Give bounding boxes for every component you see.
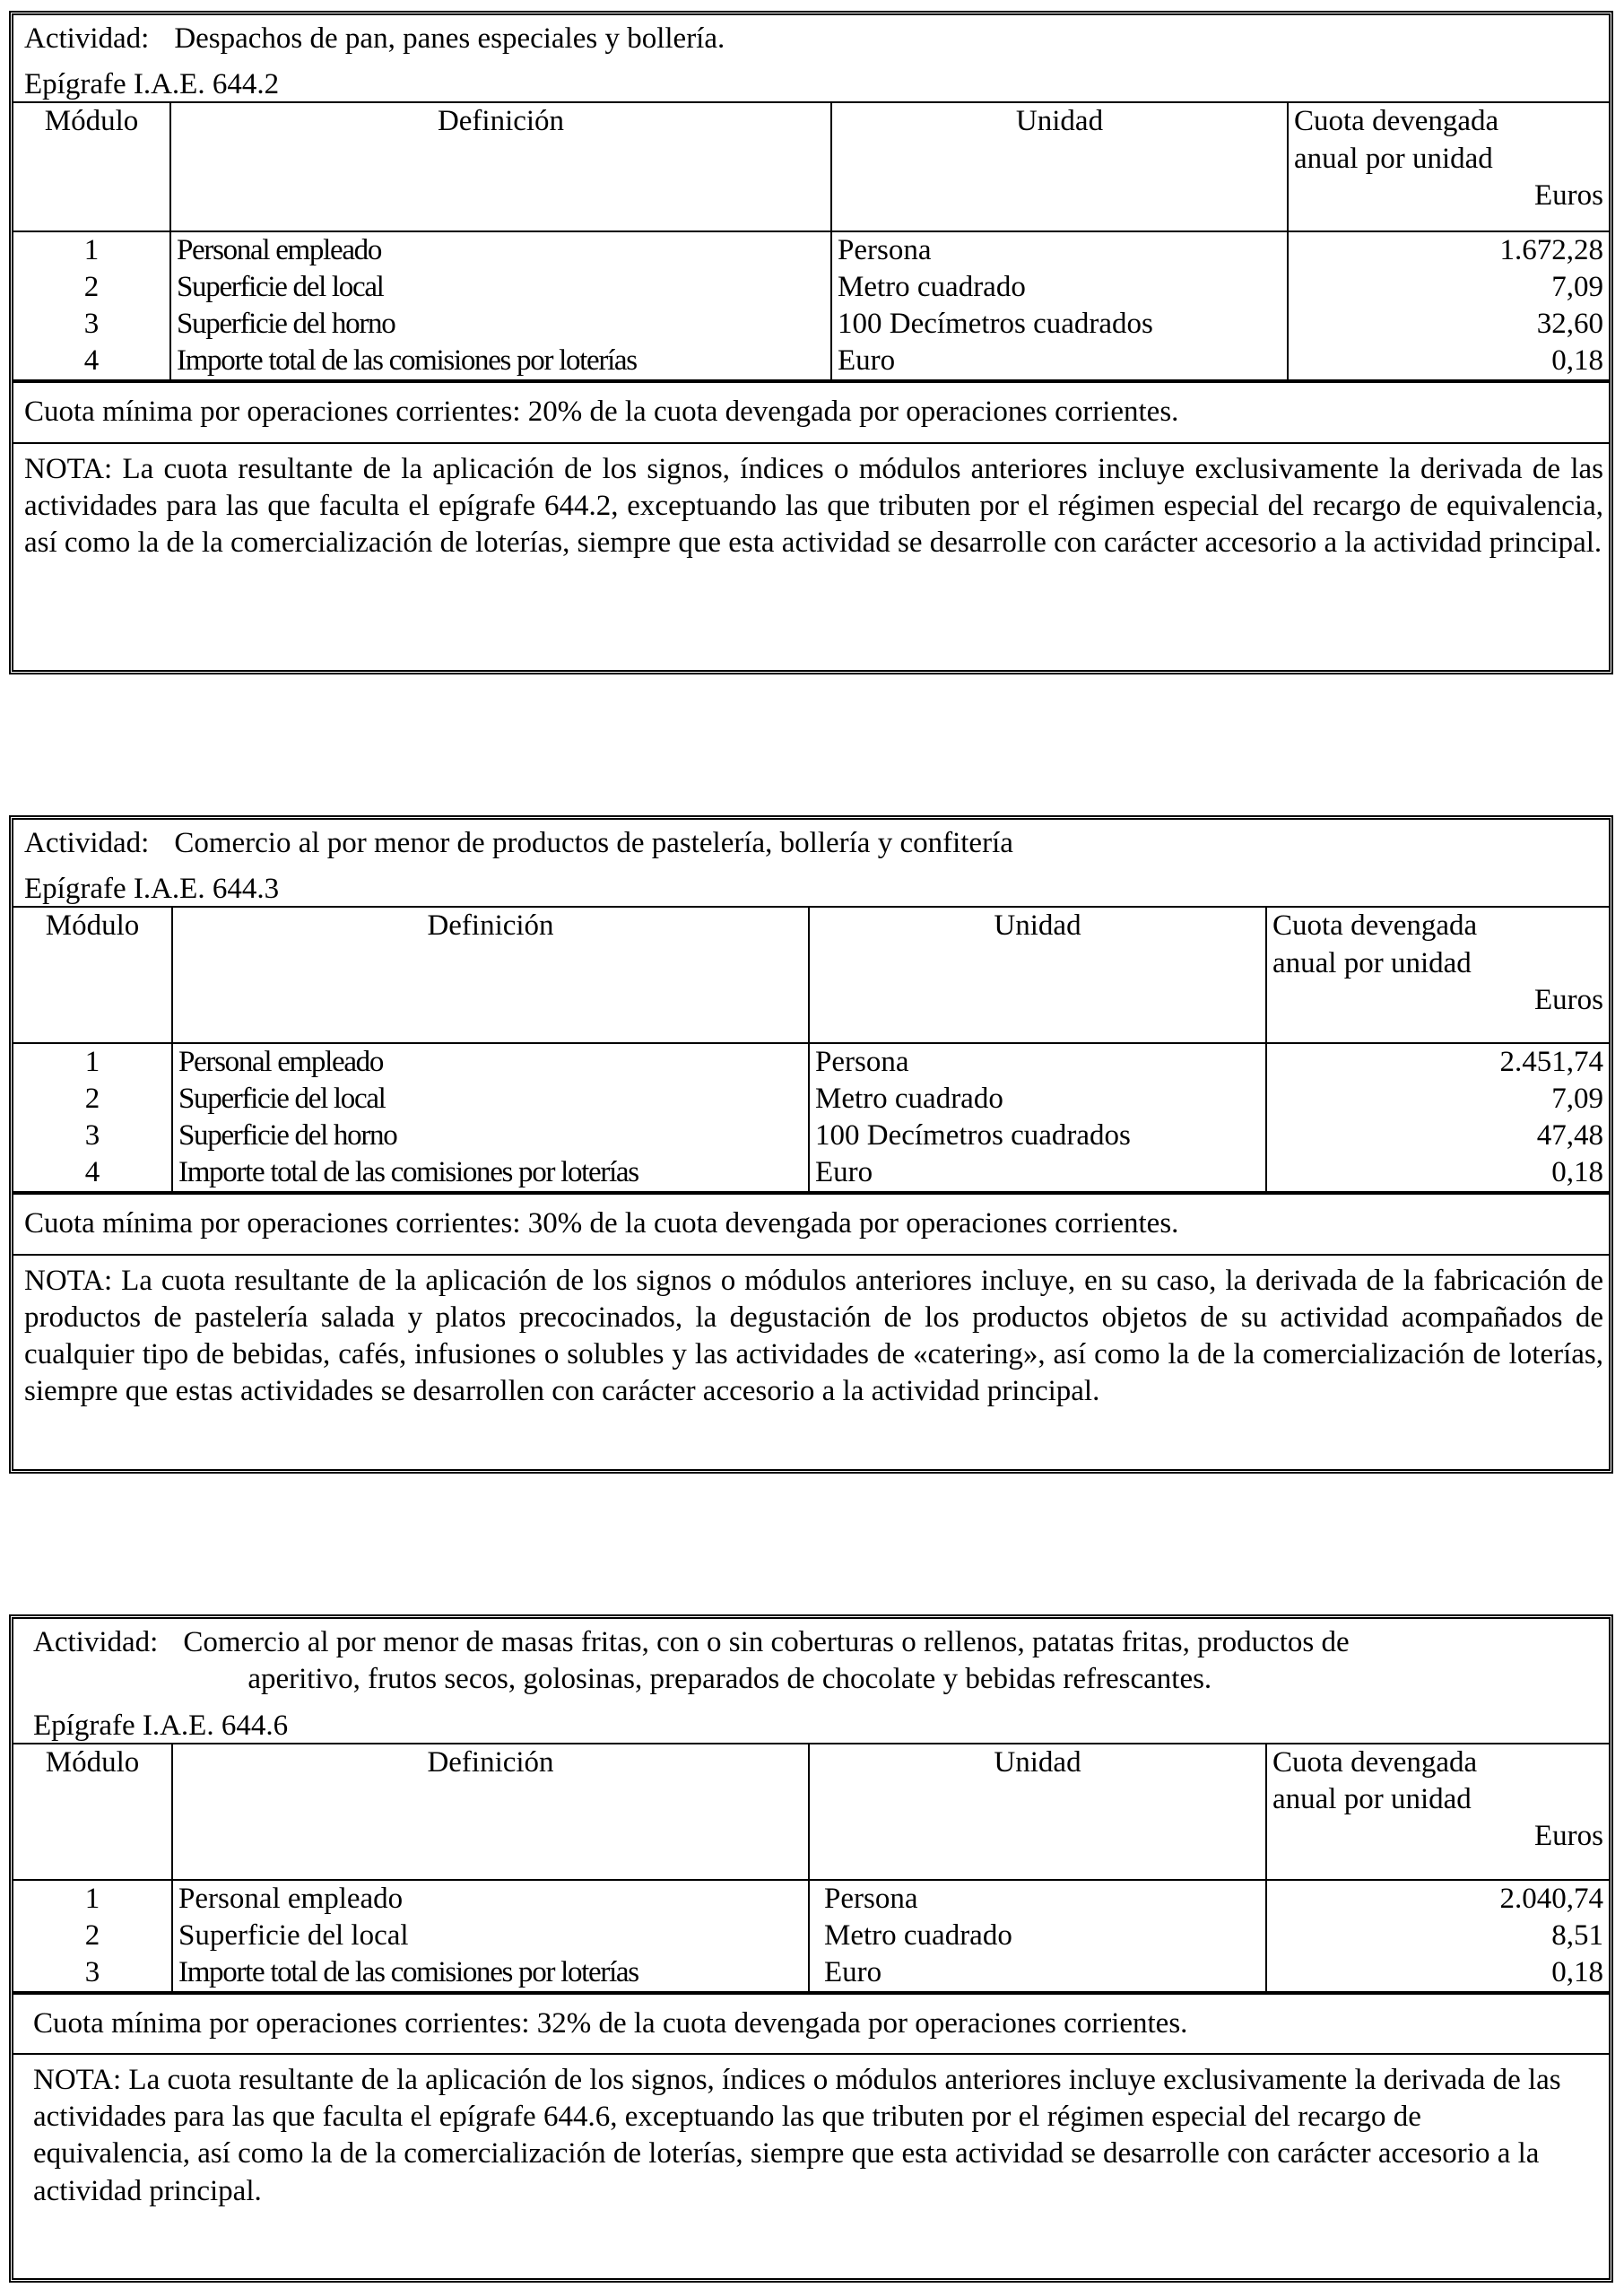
activity-header bbox=[13, 1619, 1609, 1743]
cuota-cell: 0,18 bbox=[1551, 344, 1603, 378]
modulo-cell: 3 bbox=[83, 308, 100, 341]
cuota-cell: 7,09 bbox=[1551, 1083, 1603, 1116]
header-euros: Euros bbox=[1534, 178, 1603, 212]
definicion-column bbox=[172, 1880, 809, 1992]
cuota-column bbox=[1266, 1043, 1609, 1192]
cuota-minima: Cuota mínima por operaciones corrientes: 32% de la cuota devengada por operaciones corrientes. bbox=[13, 1993, 1609, 2053]
activity-block-644-6 bbox=[9, 1614, 1613, 2283]
header-cuota bbox=[1288, 102, 1609, 231]
unidad-cell: Persona bbox=[815, 1046, 909, 1079]
unidad-cell: Euro bbox=[815, 1156, 873, 1189]
activity-block-644-3 bbox=[9, 815, 1613, 1474]
modulo-column bbox=[13, 231, 170, 380]
modulo-cell: 3 bbox=[84, 1119, 100, 1153]
modulo-cell: 2 bbox=[83, 271, 100, 304]
actividad-line: Comercio al por menor de masas fritas, con o sin coberturas o rellenos, patatas fritas, productos de bbox=[183, 1626, 1350, 1658]
header-modulo: Módulo bbox=[13, 907, 172, 1043]
unidad-column bbox=[809, 1880, 1266, 1992]
header-definicion: Definición bbox=[172, 1744, 809, 1880]
epigrafe: Epígrafe I.A.E. 644.6 bbox=[33, 1709, 289, 1742]
activity-block-644-2 bbox=[9, 11, 1613, 674]
modulo-column bbox=[13, 1043, 172, 1192]
header-cuota-line2: anual por unidad bbox=[1272, 1782, 1472, 1815]
modulo-column bbox=[13, 1880, 172, 1992]
actividad-label: Actividad: bbox=[24, 22, 150, 55]
header-euros: Euros bbox=[1534, 983, 1603, 1016]
definicion-cell: Personal empleado bbox=[177, 234, 382, 267]
header-cuota-line2: anual por unidad bbox=[1294, 142, 1493, 175]
header-cuota bbox=[1266, 1744, 1609, 1880]
modulo-cell: 1 bbox=[84, 1882, 100, 1915]
unidad-cell: 100 Decímetros cuadrados bbox=[815, 1119, 1131, 1153]
definicion-cell: Importe total de las comisiones por loterías bbox=[178, 1955, 638, 1988]
definicion-cell: Superficie del local bbox=[178, 1918, 409, 1952]
cuota-cell: 2.040,74 bbox=[1499, 1882, 1603, 1915]
modulo-cell: 1 bbox=[83, 234, 100, 267]
nota: NOTA: La cuota resultante de la aplicación de los signos o módulos anteriores incluye, en su caso, la derivada de la fabricación de productos de pastelería salada y platos precocinados, la degustación de los productos objetos de su actividad acompañados de cualquier tipo de bebidas, cafés, infusiones o solubles y las actividades de «catering», así como la de la comercialización de loterías, siempre que estas actividades se desarrollen con carácter accesorio a la actividad principal. bbox=[13, 1254, 1609, 1418]
modulo-cell: 2 bbox=[84, 1918, 100, 1952]
header-cuota-line1: Cuota devengada bbox=[1272, 909, 1478, 943]
cuota-cell: 7,09 bbox=[1551, 271, 1603, 304]
cuota-cell: 1.672,28 bbox=[1499, 234, 1603, 267]
cuota-cell: 0,18 bbox=[1551, 1955, 1603, 1988]
cuota-minima: Cuota mínima por operaciones corrientes: 20% de la cuota devengada por operaciones corrientes. bbox=[13, 381, 1609, 441]
unidad-cell: Metro cuadrado bbox=[824, 1918, 1012, 1952]
header-definicion: Definición bbox=[172, 907, 809, 1043]
epigrafe: Epígrafe I.A.E. 644.3 bbox=[24, 873, 280, 906]
definicion-cell: Personal empleado bbox=[178, 1882, 404, 1915]
nota: NOTA: La cuota resultante de la aplicación de los signos, índices o módulos anteriores incluye exclusivamente la derivada de las actividades para las que faculta el epígrafe 644.2, exceptuando las que tributen por el régimen especial del recargo de equivalencia, así como la de la comercialización de loterías, siempre que esta actividad se desarrolle con carácter accesorio a la actividad principal. bbox=[13, 442, 1609, 570]
table-body-row bbox=[13, 231, 1609, 380]
actividad-label: Actividad: bbox=[24, 827, 150, 859]
cuota-minima: Cuota mínima por operaciones corrientes: 30% de la cuota devengada por operaciones corrientes. bbox=[13, 1193, 1609, 1253]
actividad-line: aperitivo, frutos secos, golosinas, preparados de chocolate y bebidas refrescantes. bbox=[248, 1663, 1212, 1696]
definicion-cell: Importe total de las comisiones por loterías bbox=[177, 344, 637, 378]
definicion-cell: Superficie del horno bbox=[178, 1119, 397, 1153]
table-body-row bbox=[13, 1880, 1609, 1992]
unidad-cell: Persona bbox=[824, 1882, 918, 1915]
activity-header bbox=[13, 820, 1609, 906]
header-cuota-line2: anual por unidad bbox=[1272, 946, 1472, 979]
header-unidad: Unidad bbox=[809, 1744, 1266, 1880]
unidad-cell: Euro bbox=[838, 344, 896, 378]
header-cuota-line1: Cuota devengada bbox=[1272, 1745, 1478, 1779]
unidad-cell: Metro cuadrado bbox=[815, 1083, 1003, 1116]
header-euros: Euros bbox=[1534, 1820, 1603, 1852]
modules-table bbox=[13, 906, 1609, 1193]
definicion-cell: Importe total de las comisiones por loterías bbox=[178, 1156, 638, 1189]
cuota-column bbox=[1266, 1880, 1609, 1992]
table-body-row bbox=[13, 1043, 1609, 1192]
epigrafe: Epígrafe I.A.E. 644.2 bbox=[24, 68, 280, 101]
cuota-cell: 47,48 bbox=[1536, 1119, 1603, 1153]
unidad-cell: Metro cuadrado bbox=[838, 271, 1026, 304]
header-unidad: Unidad bbox=[809, 907, 1266, 1043]
modulo-cell: 3 bbox=[84, 1955, 100, 1988]
modulo-cell: 2 bbox=[84, 1083, 100, 1116]
modules-table bbox=[13, 1743, 1609, 1993]
actividad-text bbox=[149, 21, 1600, 57]
activity-header bbox=[13, 15, 1609, 101]
header-cuota-line1: Cuota devengada bbox=[1294, 105, 1499, 138]
unidad-column bbox=[831, 231, 1288, 380]
definicion-cell: Superficie del horno bbox=[177, 308, 395, 341]
unidad-column bbox=[809, 1043, 1266, 1192]
actividad-text bbox=[149, 825, 1600, 862]
header-modulo: Módulo bbox=[13, 1744, 172, 1880]
cuota-cell: 8,51 bbox=[1551, 1918, 1603, 1952]
cuota-column bbox=[1288, 231, 1609, 380]
actividad-text bbox=[158, 1624, 1600, 1699]
header-definicion: Definición bbox=[170, 102, 831, 231]
cuota-cell: 0,18 bbox=[1551, 1156, 1603, 1189]
actividad-line: Comercio al por menor de productos de pastelería, bollería y confitería bbox=[174, 827, 1013, 859]
actividad-label: Actividad: bbox=[33, 1626, 159, 1658]
definicion-cell: Superficie del local bbox=[178, 1083, 386, 1116]
actividad-line: Despachos de pan, panes especiales y bollería. bbox=[174, 22, 725, 55]
header-modulo: Módulo bbox=[13, 102, 170, 231]
cuota-cell: 32,60 bbox=[1536, 308, 1603, 341]
definicion-cell: Personal empleado bbox=[178, 1046, 384, 1079]
unidad-cell: 100 Decímetros cuadrados bbox=[838, 308, 1153, 341]
modules-table bbox=[13, 101, 1609, 381]
definicion-cell: Superficie del local bbox=[177, 271, 384, 304]
modulo-cell: 1 bbox=[84, 1046, 100, 1079]
nota: NOTA: La cuota resultante de la aplicación de los signos, índices o módulos anteriores incluye exclusivamente la derivada de las actividades para las que faculta el epígrafe 644.6, exceptuando las que tributen por el régimen especial del recargo de equivalencia, así como la de la comercialización de loterías, siempre que esta actividad se desarrolle con carácter accesorio a la actividad principal. bbox=[13, 2053, 1609, 2217]
cuota-cell: 2.451,74 bbox=[1499, 1046, 1603, 1079]
modulo-cell: 4 bbox=[84, 1156, 100, 1189]
modulo-cell: 4 bbox=[83, 344, 100, 378]
unidad-cell: Persona bbox=[838, 234, 932, 267]
header-cuota bbox=[1266, 907, 1609, 1043]
unidad-cell: Euro bbox=[824, 1955, 882, 1988]
definicion-column bbox=[172, 1043, 809, 1192]
definicion-column bbox=[170, 231, 831, 380]
header-unidad: Unidad bbox=[831, 102, 1288, 231]
